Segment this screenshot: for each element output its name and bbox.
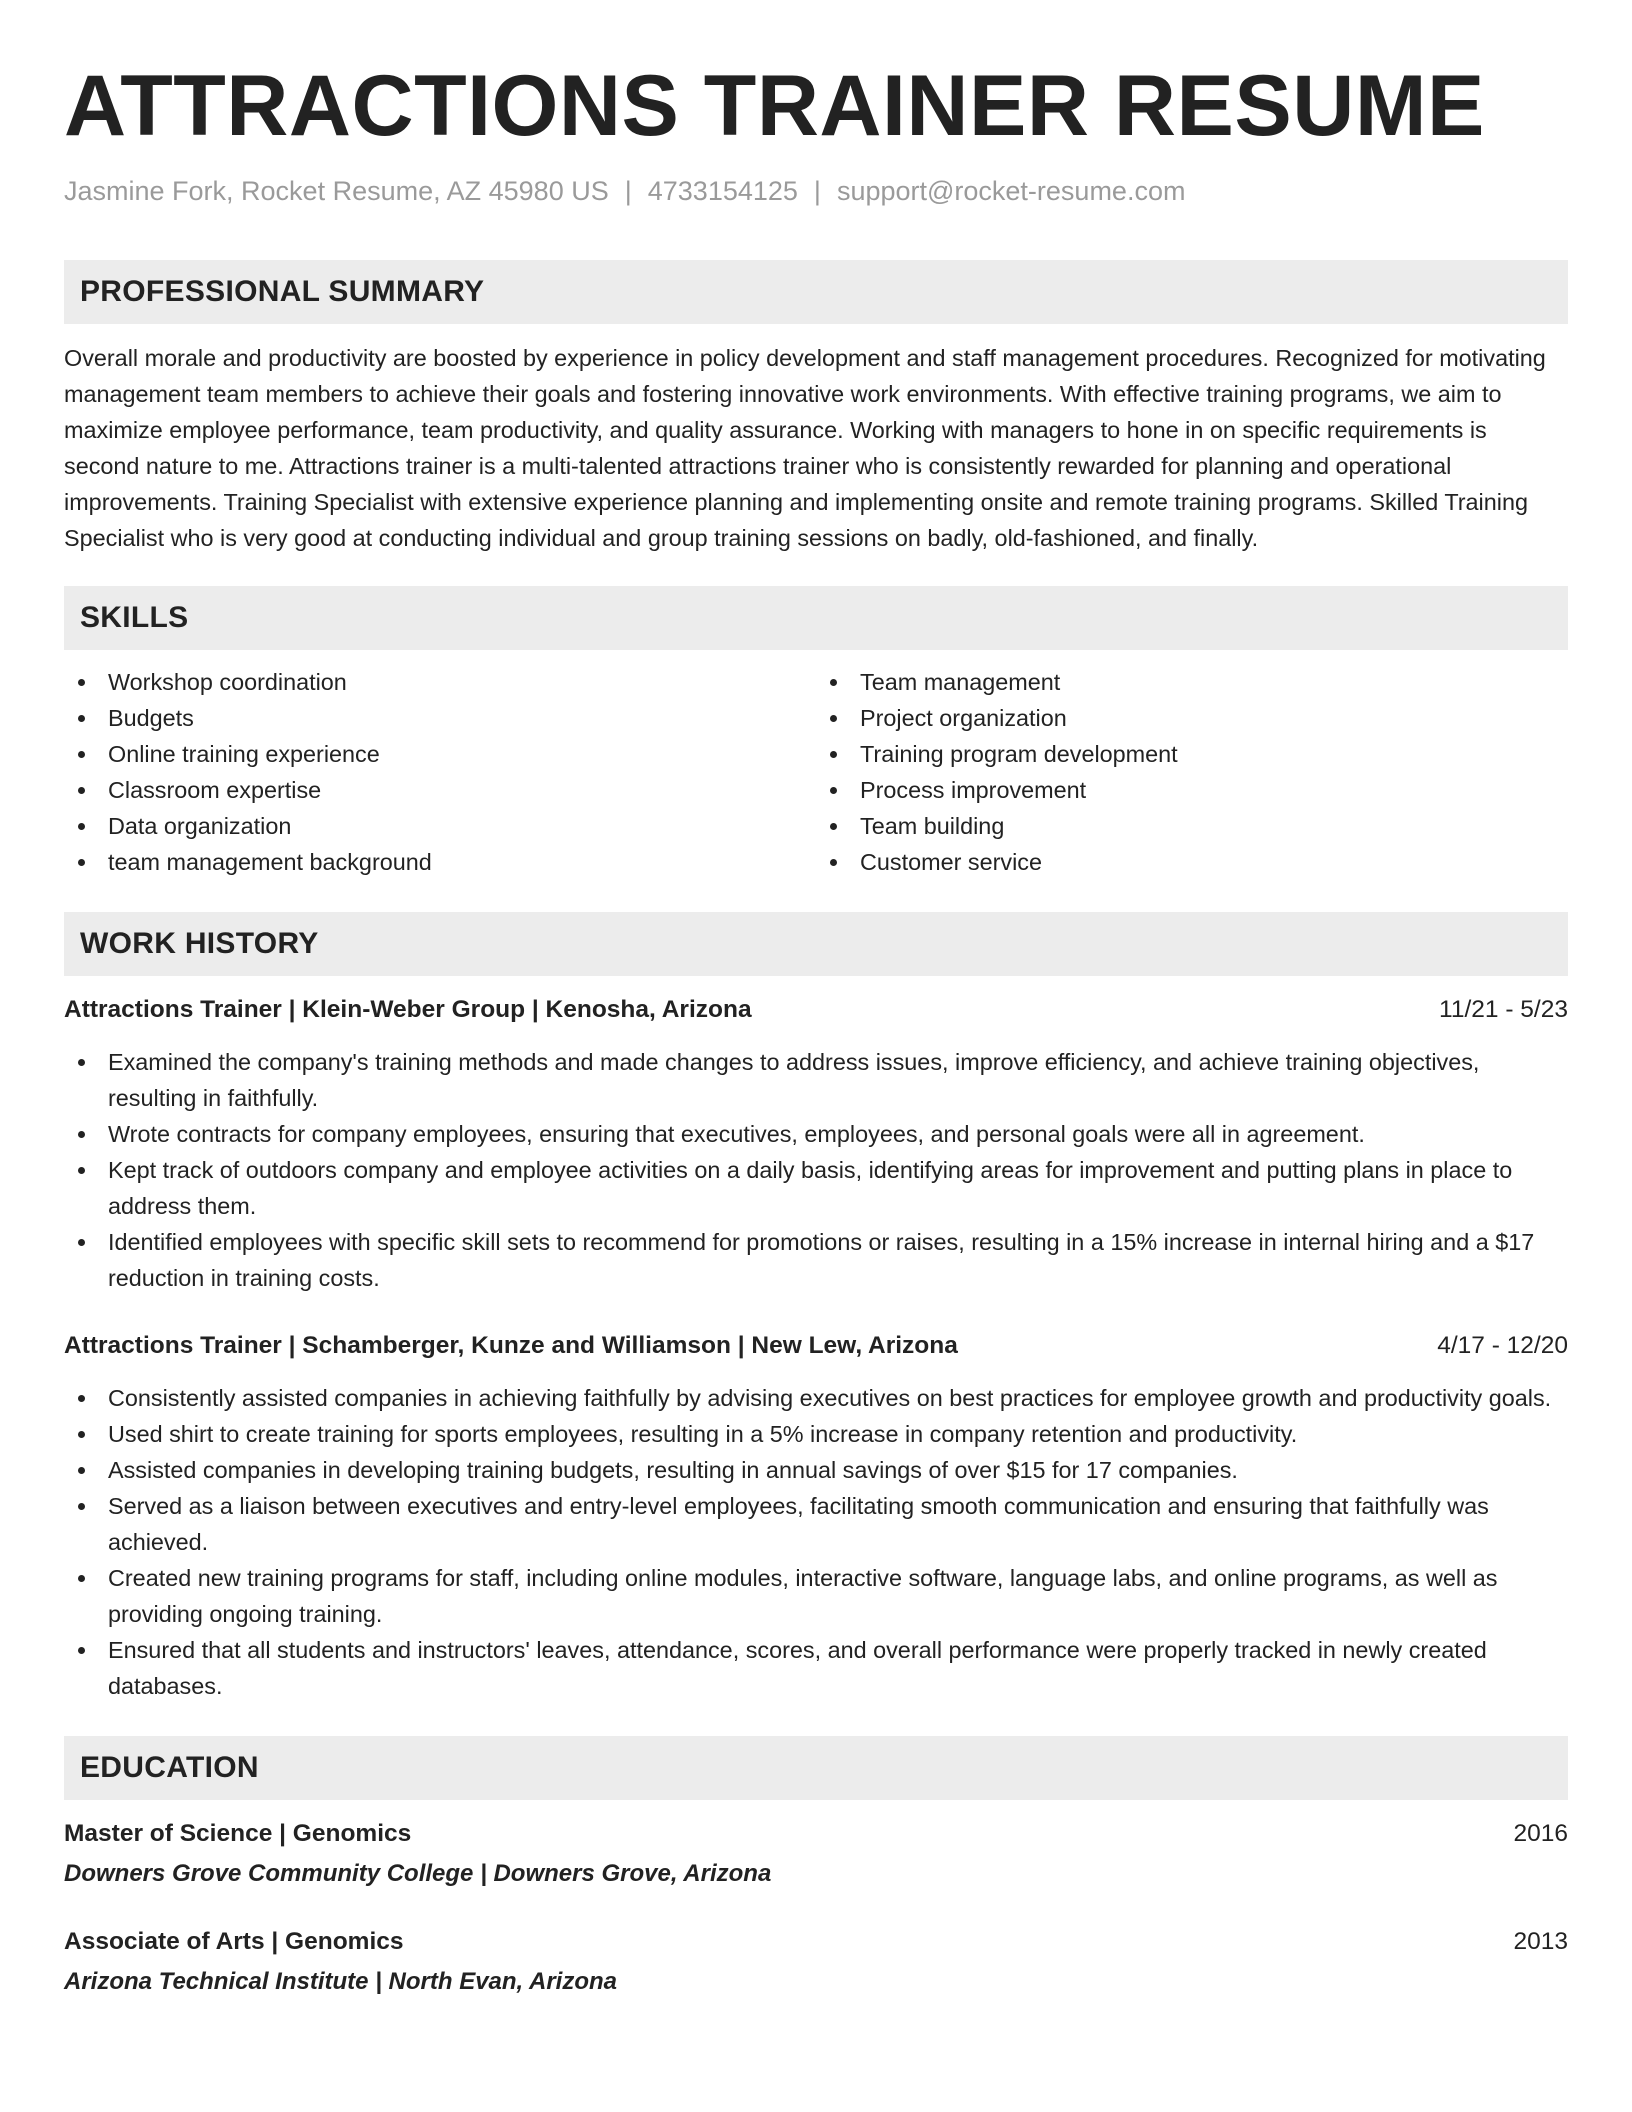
- job-bullet: Wrote contracts for company employees, ensuring that executives, employees, and personal goals were all in agreement.: [64, 1116, 1568, 1152]
- contact-email: support@rocket-resume.com: [836, 176, 1186, 206]
- section-header-summary: PROFESSIONAL SUMMARY: [64, 260, 1568, 324]
- contact-separator: |: [624, 176, 632, 206]
- job-entry: [64, 992, 1568, 1296]
- job-dates: 11/21 - 5/23: [1439, 996, 1568, 1023]
- education-entry: [64, 1816, 1568, 1892]
- skills-column-right: [816, 664, 1568, 880]
- education-school: Arizona Technical Institute | North Evan, Arizona: [64, 1968, 618, 1995]
- skills-column-left: [64, 664, 816, 880]
- skill-item: Project organization: [816, 700, 1568, 736]
- job-bullet: Examined the company's training methods and made changes to address issues, improve efficiency, and achieve training objectives, resulting in faithfully.: [64, 1044, 1568, 1116]
- skill-item: Data organization: [64, 808, 816, 844]
- job-bullet: Identified employees with specific skill sets to recommend for promotions or raises, resulting in a 15% increase in internal hiring and a $17 reduction in training costs.: [64, 1224, 1568, 1296]
- skills-list: [64, 664, 1568, 880]
- skill-item: Workshop coordination: [64, 664, 816, 700]
- skill-item: Online training experience: [64, 736, 816, 772]
- job-bullets: [64, 1044, 1568, 1296]
- job-bullet: Created new training programs for staff, including online modules, interactive software, language labs, and online programs, as well as providing ongoing training.: [64, 1560, 1568, 1632]
- education-year: 2013: [1513, 1928, 1568, 1955]
- job-bullet: Assisted companies in developing training budgets, resulting in annual savings of over $15 for 17 companies.: [64, 1452, 1568, 1488]
- contact-phone: 4733154125: [647, 176, 798, 206]
- job-header: [64, 1328, 1568, 1364]
- job-bullet: Consistently assisted companies in achieving faithfully by advising executives on best practices for employee growth and productivity goals.: [64, 1380, 1568, 1416]
- job-bullet: Used shirt to create training for sports employees, resulting in a 5% increase in company retention and productivity.: [64, 1416, 1568, 1452]
- section-header-skills: SKILLS: [64, 586, 1568, 650]
- education-year: 2016: [1513, 1820, 1568, 1847]
- contact-line: [64, 174, 1568, 208]
- job-bullets: [64, 1380, 1568, 1704]
- education-header: [64, 1816, 1568, 1852]
- job-header: [64, 992, 1568, 1028]
- job-bullet: Ensured that all students and instructors' leaves, attendance, scores, and overall performance were properly tracked in newly created databases.: [64, 1632, 1568, 1704]
- skill-item: Team building: [816, 808, 1568, 844]
- skill-item: Training program development: [816, 736, 1568, 772]
- skill-item: Classroom expertise: [64, 772, 816, 808]
- resume-title: ATTRACTIONS TRAINER RESUME: [64, 58, 1485, 154]
- section-header-work-history: WORK HISTORY: [64, 912, 1568, 976]
- contact-separator: |: [813, 176, 821, 206]
- skill-item: Budgets: [64, 700, 816, 736]
- skill-item: Process improvement: [816, 772, 1568, 808]
- job-bullet: Served as a liaison between executives and entry-level employees, facilitating smooth communication and ensuring that faithfully was achieved.: [64, 1488, 1568, 1560]
- education-degree: Associate of Arts | Genomics: [64, 1928, 404, 1955]
- skill-item: Customer service: [816, 844, 1568, 880]
- job-entry: [64, 1328, 1568, 1704]
- section-header-education: EDUCATION: [64, 1736, 1568, 1800]
- job-title: Attractions Trainer | Schamberger, Kunze and Williamson | New Lew, Arizona: [64, 1332, 958, 1359]
- skill-item: team management background: [64, 844, 816, 880]
- education-school: Downers Grove Community College | Downers Grove, Arizona: [64, 1860, 772, 1887]
- education-degree: Master of Science | Genomics: [64, 1820, 412, 1847]
- education-header: [64, 1924, 1568, 1960]
- contact-address: Jasmine Fork, Rocket Resume, AZ 45980 US: [64, 176, 609, 206]
- summary-text: Overall morale and productivity are boosted by experience in policy development and staff management procedures. Recognized for motivating management team members to achieve their goals and fostering innovative work environments. With effective training programs, we aim to maximize employee performance, team productivity, and quality assurance. Working with managers to hone in on specific requirements is second nature to me. Attractions trainer is a multi-talented attractions trainer who is consistently rewarded for planning and operational improvements. Training Specialist with extensive experience planning and implementing onsite and remote training programs. Skilled Training Specialist who is very good at conducting individual and group training sessions on badly, old-fashioned, and finally.: [64, 345, 1546, 551]
- job-title: Attractions Trainer | Klein-Weber Group | Kenosha, Arizona: [64, 996, 752, 1023]
- education-entry: [64, 1924, 1568, 2000]
- job-dates: 4/17 - 12/20: [1437, 1332, 1568, 1359]
- job-bullet: Kept track of outdoors company and employee activities on a daily basis, identifying areas for improvement and putting plans in place to address them.: [64, 1152, 1568, 1224]
- skill-item: Team management: [816, 664, 1568, 700]
